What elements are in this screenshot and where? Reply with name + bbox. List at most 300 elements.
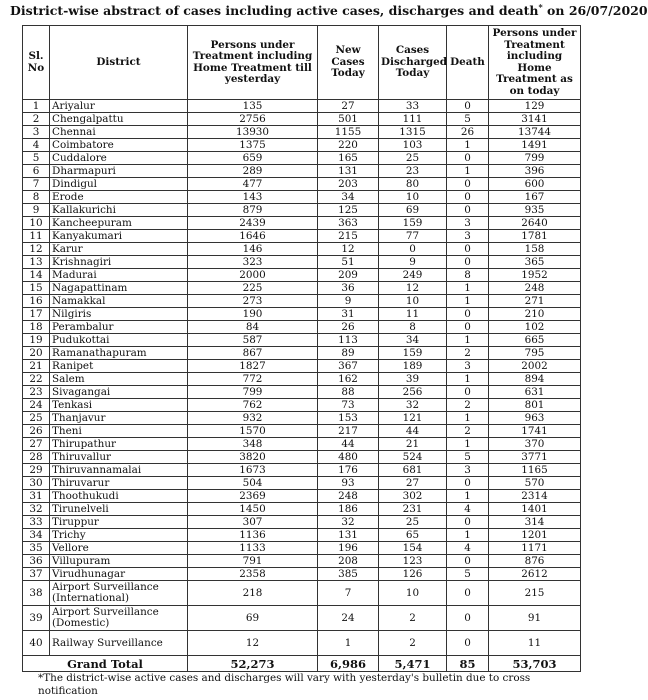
cell-new-cases: 203: [318, 178, 379, 191]
table-row: [23, 113, 581, 126]
cell-under-treatment-today: 13744: [489, 126, 581, 139]
cell-under-treatment-yesterday: 659: [188, 152, 318, 165]
cell-new-cases: 165: [318, 152, 379, 165]
cell-death: 0: [447, 516, 489, 529]
table-row: [23, 606, 581, 631]
cell-death: 3: [447, 230, 489, 243]
cell-district: Ramanathapuram: [50, 347, 188, 360]
cell-under-treatment-today: 963: [489, 412, 581, 425]
table-row: [23, 542, 581, 555]
cell-death: 0: [447, 321, 489, 334]
cell-death: 0: [447, 204, 489, 217]
cell-sl-no: 4: [23, 139, 50, 152]
table-row: [23, 438, 581, 451]
cell-new-cases: 89: [318, 347, 379, 360]
cell-discharged: 302: [379, 490, 447, 503]
cell-under-treatment-yesterday: 2369: [188, 490, 318, 503]
cell-discharged: 32: [379, 399, 447, 412]
table-row: [23, 321, 581, 334]
cell-death: 0: [447, 581, 489, 606]
header-sl-no: Sl. No: [23, 26, 50, 100]
cell-district: Virudhunagar: [50, 568, 188, 581]
cell-sl-no: 16: [23, 295, 50, 308]
cell-district: Trichy: [50, 529, 188, 542]
cell-discharged: 77: [379, 230, 447, 243]
cell-under-treatment-today: 370: [489, 438, 581, 451]
cell-district: Karur: [50, 243, 188, 256]
table-row: [23, 412, 581, 425]
cell-new-cases: 113: [318, 334, 379, 347]
cell-discharged: 103: [379, 139, 447, 152]
table-row: [23, 631, 581, 656]
cell-discharged: 27: [379, 477, 447, 490]
cell-district: Salem: [50, 373, 188, 386]
cell-under-treatment-yesterday: 867: [188, 347, 318, 360]
table-row: [23, 269, 581, 282]
cell-sl-no: 20: [23, 347, 50, 360]
grand-total-row: [23, 656, 581, 672]
cell-discharged: 154: [379, 542, 447, 555]
cell-new-cases: 26: [318, 321, 379, 334]
cell-under-treatment-yesterday: 307: [188, 516, 318, 529]
cell-district: Villupuram: [50, 555, 188, 568]
cell-new-cases: 367: [318, 360, 379, 373]
cell-under-treatment-today: 271: [489, 295, 581, 308]
cell-district: Ariyalur: [50, 100, 188, 113]
table-row: [23, 529, 581, 542]
cell-death: 0: [447, 386, 489, 399]
cell-discharged: 80: [379, 178, 447, 191]
cell-under-treatment-yesterday: 2358: [188, 568, 318, 581]
cell-under-treatment-yesterday: 1133: [188, 542, 318, 555]
cell-discharged: 65: [379, 529, 447, 542]
cell-new-cases: 12: [318, 243, 379, 256]
cell-under-treatment-today: 2002: [489, 360, 581, 373]
cell-sl-no: 11: [23, 230, 50, 243]
cell-district: Chennai: [50, 126, 188, 139]
table-body: [23, 100, 581, 656]
cell-under-treatment-today: 1171: [489, 542, 581, 555]
cell-under-treatment-today: 795: [489, 347, 581, 360]
table-row: [23, 243, 581, 256]
cell-discharged: 121: [379, 412, 447, 425]
cell-discharged: 524: [379, 451, 447, 464]
cell-new-cases: 88: [318, 386, 379, 399]
cell-discharged: 10: [379, 191, 447, 204]
cell-under-treatment-yesterday: 143: [188, 191, 318, 204]
cell-sl-no: 3: [23, 126, 50, 139]
cell-death: 0: [447, 477, 489, 490]
cell-under-treatment-yesterday: 932: [188, 412, 318, 425]
cell-sl-no: 6: [23, 165, 50, 178]
table-row: [23, 516, 581, 529]
cell-under-treatment-today: 210: [489, 308, 581, 321]
cell-under-treatment-yesterday: 289: [188, 165, 318, 178]
cell-district: Railway Surveillance: [50, 631, 188, 656]
cell-district: Theni: [50, 425, 188, 438]
cell-under-treatment-yesterday: 348: [188, 438, 318, 451]
cell-new-cases: 1155: [318, 126, 379, 139]
cell-sl-no: 5: [23, 152, 50, 165]
cell-district: Perambalur: [50, 321, 188, 334]
cell-under-treatment-yesterday: 762: [188, 399, 318, 412]
table-row: [23, 230, 581, 243]
cell-sl-no: 10: [23, 217, 50, 230]
cell-under-treatment-yesterday: 1375: [188, 139, 318, 152]
cell-death: 0: [447, 606, 489, 631]
cell-death: 0: [447, 152, 489, 165]
cell-sl-no: 12: [23, 243, 50, 256]
cell-discharged: 2: [379, 606, 447, 631]
cell-district: Airport Surveillance (Domestic): [50, 606, 188, 631]
cell-discharged: 21: [379, 438, 447, 451]
cell-discharged: 11: [379, 308, 447, 321]
cell-new-cases: 93: [318, 477, 379, 490]
cell-sl-no: 31: [23, 490, 50, 503]
cell-district: Thirupathur: [50, 438, 188, 451]
table-row: [23, 555, 581, 568]
table-row: [23, 178, 581, 191]
cell-discharged: 0: [379, 243, 447, 256]
cell-under-treatment-yesterday: 146: [188, 243, 318, 256]
cell-under-treatment-yesterday: 1673: [188, 464, 318, 477]
cell-under-treatment-today: 799: [489, 152, 581, 165]
cell-under-treatment-today: 167: [489, 191, 581, 204]
table-row: [23, 490, 581, 503]
cell-sl-no: 40: [23, 631, 50, 656]
cell-district: Nilgiris: [50, 308, 188, 321]
cell-under-treatment-yesterday: 799: [188, 386, 318, 399]
table-row: [23, 152, 581, 165]
cell-new-cases: 34: [318, 191, 379, 204]
cell-under-treatment-yesterday: 2439: [188, 217, 318, 230]
cell-discharged: 159: [379, 217, 447, 230]
title-text: District-wise abstract of cases including active cases, discharges and death: [10, 3, 539, 19]
cell-new-cases: 44: [318, 438, 379, 451]
cell-new-cases: 125: [318, 204, 379, 217]
cell-death: 5: [447, 113, 489, 126]
cell-under-treatment-yesterday: 1136: [188, 529, 318, 542]
cell-sl-no: 21: [23, 360, 50, 373]
cell-new-cases: 217: [318, 425, 379, 438]
cell-district: Thanjavur: [50, 412, 188, 425]
cell-sl-no: 34: [23, 529, 50, 542]
cell-discharged: 12: [379, 282, 447, 295]
cell-district: Pudukottai: [50, 334, 188, 347]
cell-under-treatment-today: 1491: [489, 139, 581, 152]
cell-sl-no: 18: [23, 321, 50, 334]
cell-under-treatment-today: 894: [489, 373, 581, 386]
title-marker: *: [538, 2, 543, 12]
cell-discharged: 249: [379, 269, 447, 282]
cell-under-treatment-today: 1165: [489, 464, 581, 477]
cell-under-treatment-today: 2640: [489, 217, 581, 230]
table-row: [23, 386, 581, 399]
cell-district: Erode: [50, 191, 188, 204]
cell-under-treatment-today: 1201: [489, 529, 581, 542]
grand-total-death: 85: [447, 656, 489, 672]
table-row: [23, 477, 581, 490]
table-row: [23, 347, 581, 360]
cell-sl-no: 22: [23, 373, 50, 386]
cell-death: 1: [447, 529, 489, 542]
grand-total-label: Grand Total: [23, 656, 188, 672]
cell-district: Tenkasi: [50, 399, 188, 412]
footnote: *The district-wise active cases and discharges will vary with yesterday's bulletin due to cross notification: [38, 672, 531, 697]
cell-under-treatment-today: 396: [489, 165, 581, 178]
cell-under-treatment-yesterday: 3820: [188, 451, 318, 464]
cell-death: 5: [447, 451, 489, 464]
cell-under-treatment-today: 3771: [489, 451, 581, 464]
cell-discharged: 256: [379, 386, 447, 399]
cell-under-treatment-yesterday: 1450: [188, 503, 318, 516]
cell-death: 0: [447, 178, 489, 191]
cell-sl-no: 7: [23, 178, 50, 191]
table-row: [23, 126, 581, 139]
header-district: District: [50, 26, 188, 100]
cell-new-cases: 363: [318, 217, 379, 230]
cell-discharged: 25: [379, 152, 447, 165]
grand-total-today: 53,703: [489, 656, 581, 672]
cell-under-treatment-yesterday: 879: [188, 204, 318, 217]
cell-death: 8: [447, 269, 489, 282]
cell-death: 26: [447, 126, 489, 139]
cell-discharged: 44: [379, 425, 447, 438]
cell-discharged: 1315: [379, 126, 447, 139]
cell-under-treatment-today: 570: [489, 477, 581, 490]
cell-death: 2: [447, 425, 489, 438]
cell-district: Tiruppur: [50, 516, 188, 529]
cell-district: Dindigul: [50, 178, 188, 191]
cell-sl-no: 24: [23, 399, 50, 412]
table-row: [23, 360, 581, 373]
cell-death: 0: [447, 243, 489, 256]
cell-under-treatment-today: 215: [489, 581, 581, 606]
cell-under-treatment-today: 102: [489, 321, 581, 334]
cell-under-treatment-yesterday: 1570: [188, 425, 318, 438]
cell-death: 1: [447, 295, 489, 308]
table-row: [23, 295, 581, 308]
cell-death: 4: [447, 542, 489, 555]
cell-new-cases: 36: [318, 282, 379, 295]
cell-district: Airport Surveillance (International): [50, 581, 188, 606]
cell-under-treatment-today: 2612: [489, 568, 581, 581]
cell-new-cases: 32: [318, 516, 379, 529]
table-row: [23, 399, 581, 412]
cell-district: Thiruvarur: [50, 477, 188, 490]
cell-under-treatment-yesterday: 587: [188, 334, 318, 347]
cell-death: 0: [447, 631, 489, 656]
cell-district: Kallakurichi: [50, 204, 188, 217]
header-discharged: Cases Discharged Today: [379, 26, 447, 100]
cell-new-cases: 480: [318, 451, 379, 464]
cell-new-cases: 27: [318, 100, 379, 113]
cell-death: 3: [447, 217, 489, 230]
cell-under-treatment-yesterday: 225: [188, 282, 318, 295]
cell-sl-no: 8: [23, 191, 50, 204]
cell-sl-no: 28: [23, 451, 50, 464]
cell-death: 1: [447, 334, 489, 347]
cell-under-treatment-yesterday: 69: [188, 606, 318, 631]
cell-under-treatment-yesterday: 12: [188, 631, 318, 656]
cell-district: Namakkal: [50, 295, 188, 308]
cell-under-treatment-yesterday: 218: [188, 581, 318, 606]
cell-death: 0: [447, 308, 489, 321]
cell-under-treatment-yesterday: 772: [188, 373, 318, 386]
cell-death: 1: [447, 412, 489, 425]
cell-sl-no: 27: [23, 438, 50, 451]
cell-discharged: 69: [379, 204, 447, 217]
cell-discharged: 2: [379, 631, 447, 656]
table-row: [23, 503, 581, 516]
cell-discharged: 9: [379, 256, 447, 269]
cell-discharged: 126: [379, 568, 447, 581]
cell-district: Nagapattinam: [50, 282, 188, 295]
cell-under-treatment-today: 3141: [489, 113, 581, 126]
cell-district: Chengalpattu: [50, 113, 188, 126]
cell-under-treatment-yesterday: 13930: [188, 126, 318, 139]
cell-death: 0: [447, 555, 489, 568]
cell-death: 2: [447, 347, 489, 360]
cell-new-cases: 220: [318, 139, 379, 152]
cell-under-treatment-today: 935: [489, 204, 581, 217]
cell-sl-no: 14: [23, 269, 50, 282]
cell-under-treatment-yesterday: 323: [188, 256, 318, 269]
cell-under-treatment-today: 129: [489, 100, 581, 113]
cell-district: Krishnagiri: [50, 256, 188, 269]
cell-district: Thiruvallur: [50, 451, 188, 464]
cell-new-cases: 215: [318, 230, 379, 243]
cell-new-cases: 1: [318, 631, 379, 656]
cell-sl-no: 36: [23, 555, 50, 568]
cell-discharged: 10: [379, 295, 447, 308]
cell-sl-no: 17: [23, 308, 50, 321]
cell-sl-no: 2: [23, 113, 50, 126]
cell-under-treatment-today: 1401: [489, 503, 581, 516]
table-row: [23, 217, 581, 230]
cell-under-treatment-yesterday: 135: [188, 100, 318, 113]
cell-new-cases: 186: [318, 503, 379, 516]
cell-sl-no: 37: [23, 568, 50, 581]
cell-new-cases: 131: [318, 165, 379, 178]
cell-sl-no: 1: [23, 100, 50, 113]
table-row: [23, 308, 581, 321]
table-row: [23, 464, 581, 477]
table-row: [23, 256, 581, 269]
cell-new-cases: 385: [318, 568, 379, 581]
cell-sl-no: 39: [23, 606, 50, 631]
page-title: [10, 2, 648, 19]
cell-district: Dharmapuri: [50, 165, 188, 178]
cell-discharged: 231: [379, 503, 447, 516]
cell-under-treatment-yesterday: 1646: [188, 230, 318, 243]
cell-under-treatment-today: 11: [489, 631, 581, 656]
cell-new-cases: 209: [318, 269, 379, 282]
cell-new-cases: 7: [318, 581, 379, 606]
cell-sl-no: 13: [23, 256, 50, 269]
cell-death: 4: [447, 503, 489, 516]
header-row: [23, 26, 581, 100]
cell-under-treatment-today: 1781: [489, 230, 581, 243]
table-row: [23, 334, 581, 347]
cell-death: 1: [447, 139, 489, 152]
cell-sl-no: 26: [23, 425, 50, 438]
cell-district: Kanyakumari: [50, 230, 188, 243]
header-under-treatment-yesterday: Persons under Treatment including Home Treatment till yesterday: [188, 26, 318, 100]
cell-death: 1: [447, 282, 489, 295]
cell-under-treatment-today: 1741: [489, 425, 581, 438]
cell-under-treatment-yesterday: 504: [188, 477, 318, 490]
cell-under-treatment-today: 600: [489, 178, 581, 191]
cell-discharged: 10: [379, 581, 447, 606]
table-row: [23, 568, 581, 581]
cell-new-cases: 31: [318, 308, 379, 321]
cell-under-treatment-yesterday: 84: [188, 321, 318, 334]
table-row: [23, 373, 581, 386]
header-death: Death: [447, 26, 489, 100]
cell-district: Cuddalore: [50, 152, 188, 165]
cell-under-treatment-today: 1952: [489, 269, 581, 282]
table-row: [23, 165, 581, 178]
cell-under-treatment-yesterday: 1827: [188, 360, 318, 373]
cell-new-cases: 73: [318, 399, 379, 412]
cell-district: Vellore: [50, 542, 188, 555]
cell-sl-no: 19: [23, 334, 50, 347]
cell-discharged: 189: [379, 360, 447, 373]
cell-under-treatment-today: 631: [489, 386, 581, 399]
cell-sl-no: 23: [23, 386, 50, 399]
cell-district: Ranipet: [50, 360, 188, 373]
cell-discharged: 34: [379, 334, 447, 347]
cell-district: Thiruvannamalai: [50, 464, 188, 477]
cell-under-treatment-yesterday: 190: [188, 308, 318, 321]
cell-new-cases: 501: [318, 113, 379, 126]
cell-sl-no: 29: [23, 464, 50, 477]
cell-new-cases: 153: [318, 412, 379, 425]
table-row: [23, 581, 581, 606]
cell-sl-no: 30: [23, 477, 50, 490]
cell-death: 1: [447, 373, 489, 386]
table-row: [23, 425, 581, 438]
cell-new-cases: 196: [318, 542, 379, 555]
table-row: [23, 282, 581, 295]
table-row: [23, 100, 581, 113]
cell-new-cases: 131: [318, 529, 379, 542]
cell-discharged: 23: [379, 165, 447, 178]
cell-discharged: 25: [379, 516, 447, 529]
cell-discharged: 123: [379, 555, 447, 568]
cell-discharged: 681: [379, 464, 447, 477]
cell-discharged: 159: [379, 347, 447, 360]
cell-under-treatment-today: 665: [489, 334, 581, 347]
cell-under-treatment-today: 158: [489, 243, 581, 256]
cell-death: 1: [447, 165, 489, 178]
district-cases-table: [22, 25, 581, 672]
cell-sl-no: 9: [23, 204, 50, 217]
cell-death: 0: [447, 256, 489, 269]
table-row: [23, 451, 581, 464]
cell-under-treatment-yesterday: 2000: [188, 269, 318, 282]
cell-under-treatment-today: 2314: [489, 490, 581, 503]
cell-sl-no: 35: [23, 542, 50, 555]
cell-death: 2: [447, 399, 489, 412]
cell-death: 5: [447, 568, 489, 581]
cell-death: 1: [447, 490, 489, 503]
grand-total-prev: 52,273: [188, 656, 318, 672]
cell-under-treatment-today: 801: [489, 399, 581, 412]
cell-death: 1: [447, 438, 489, 451]
cell-sl-no: 32: [23, 503, 50, 516]
